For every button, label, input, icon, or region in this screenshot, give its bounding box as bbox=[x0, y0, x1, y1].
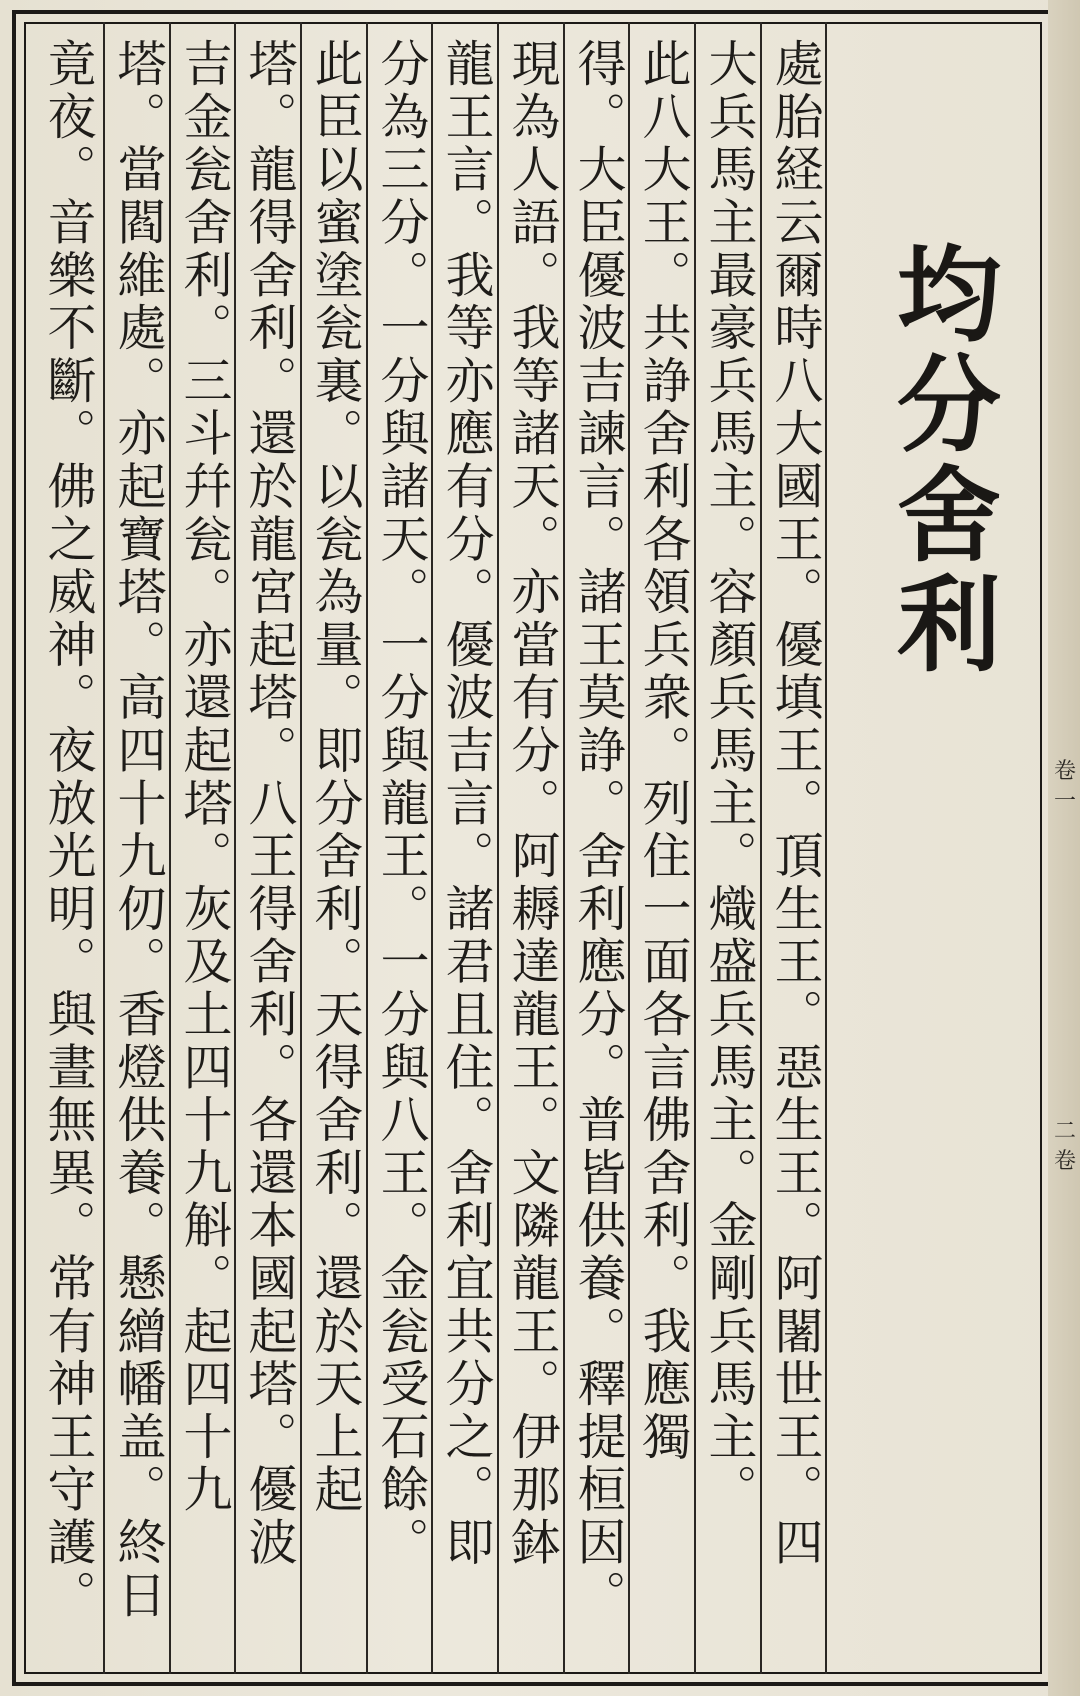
column-rule bbox=[563, 22, 565, 1674]
binding-mark: 二 bbox=[1054, 1119, 1077, 1144]
text-column: 塔。當閻維處。亦起寶塔。高四十九仞。香燈供養。懸繒幡盖。終日 bbox=[110, 38, 167, 1622]
column-rule bbox=[431, 22, 433, 1674]
text-column: 現為人語。我等諸天。亦當有分。阿耨達龍王。文隣龍王。伊那鉢 bbox=[504, 38, 561, 1570]
column-rule bbox=[628, 22, 630, 1674]
column-rule bbox=[694, 22, 696, 1674]
text-column: 竟夜。音樂不斷。佛之威神。夜放光明。與晝無異。常有神王守護。 bbox=[40, 38, 97, 1622]
text-column: 此臣以蜜塗瓮裏。以瓮為量。即分舍利。天得舍利。還於天上起 bbox=[307, 38, 364, 1517]
text-column: 此八大王。共諍舍利各領兵衆。列住一面各言佛舍利。我應獨 bbox=[635, 38, 692, 1464]
text-column: 龍王言。我等亦應有分。優波吉言。諸君且住。舍利宜共分之。即 bbox=[438, 38, 495, 1570]
column-rule bbox=[760, 22, 762, 1674]
binding-mark: 卷 bbox=[1054, 759, 1077, 784]
text-column: 分為三分。一分與諸天。一分與龍王。一分與八王。金瓮受石餘。 bbox=[373, 38, 430, 1570]
text-column: 吉金瓮舍利。三斗幷瓮。亦還起塔。灰及土四十九斛。起四十九 bbox=[176, 38, 233, 1517]
binding-mark: 卷 bbox=[1054, 1149, 1077, 1174]
column-rule bbox=[234, 22, 236, 1674]
text-column: 塔。龍得舍利。還於龍宮起塔。八王得舍利。各還本國起塔。優波 bbox=[241, 38, 298, 1570]
text-column: 得。大臣優波吉諫言。諸王莫諍。舍利應分。普皆供養。釋提桓因。 bbox=[570, 38, 627, 1622]
text-column: 處胎経云爾時八大國王。優填王。頂生王。惡生王。阿闍世王。四 bbox=[767, 38, 824, 1570]
column-rule bbox=[366, 22, 368, 1674]
column-rule bbox=[300, 22, 302, 1674]
text-column: 大兵馬主最豪兵馬主。容顏兵馬主。熾盛兵馬主。金剛兵馬主。 bbox=[701, 38, 758, 1517]
column-rule bbox=[103, 22, 105, 1674]
binding-mark: 一 bbox=[1054, 789, 1077, 814]
binding-strip bbox=[1048, 0, 1080, 1696]
column-rule bbox=[169, 22, 171, 1674]
column-rule bbox=[497, 22, 499, 1674]
column-rule bbox=[825, 22, 827, 1674]
page-title: 均分舍利 bbox=[879, 240, 1002, 680]
